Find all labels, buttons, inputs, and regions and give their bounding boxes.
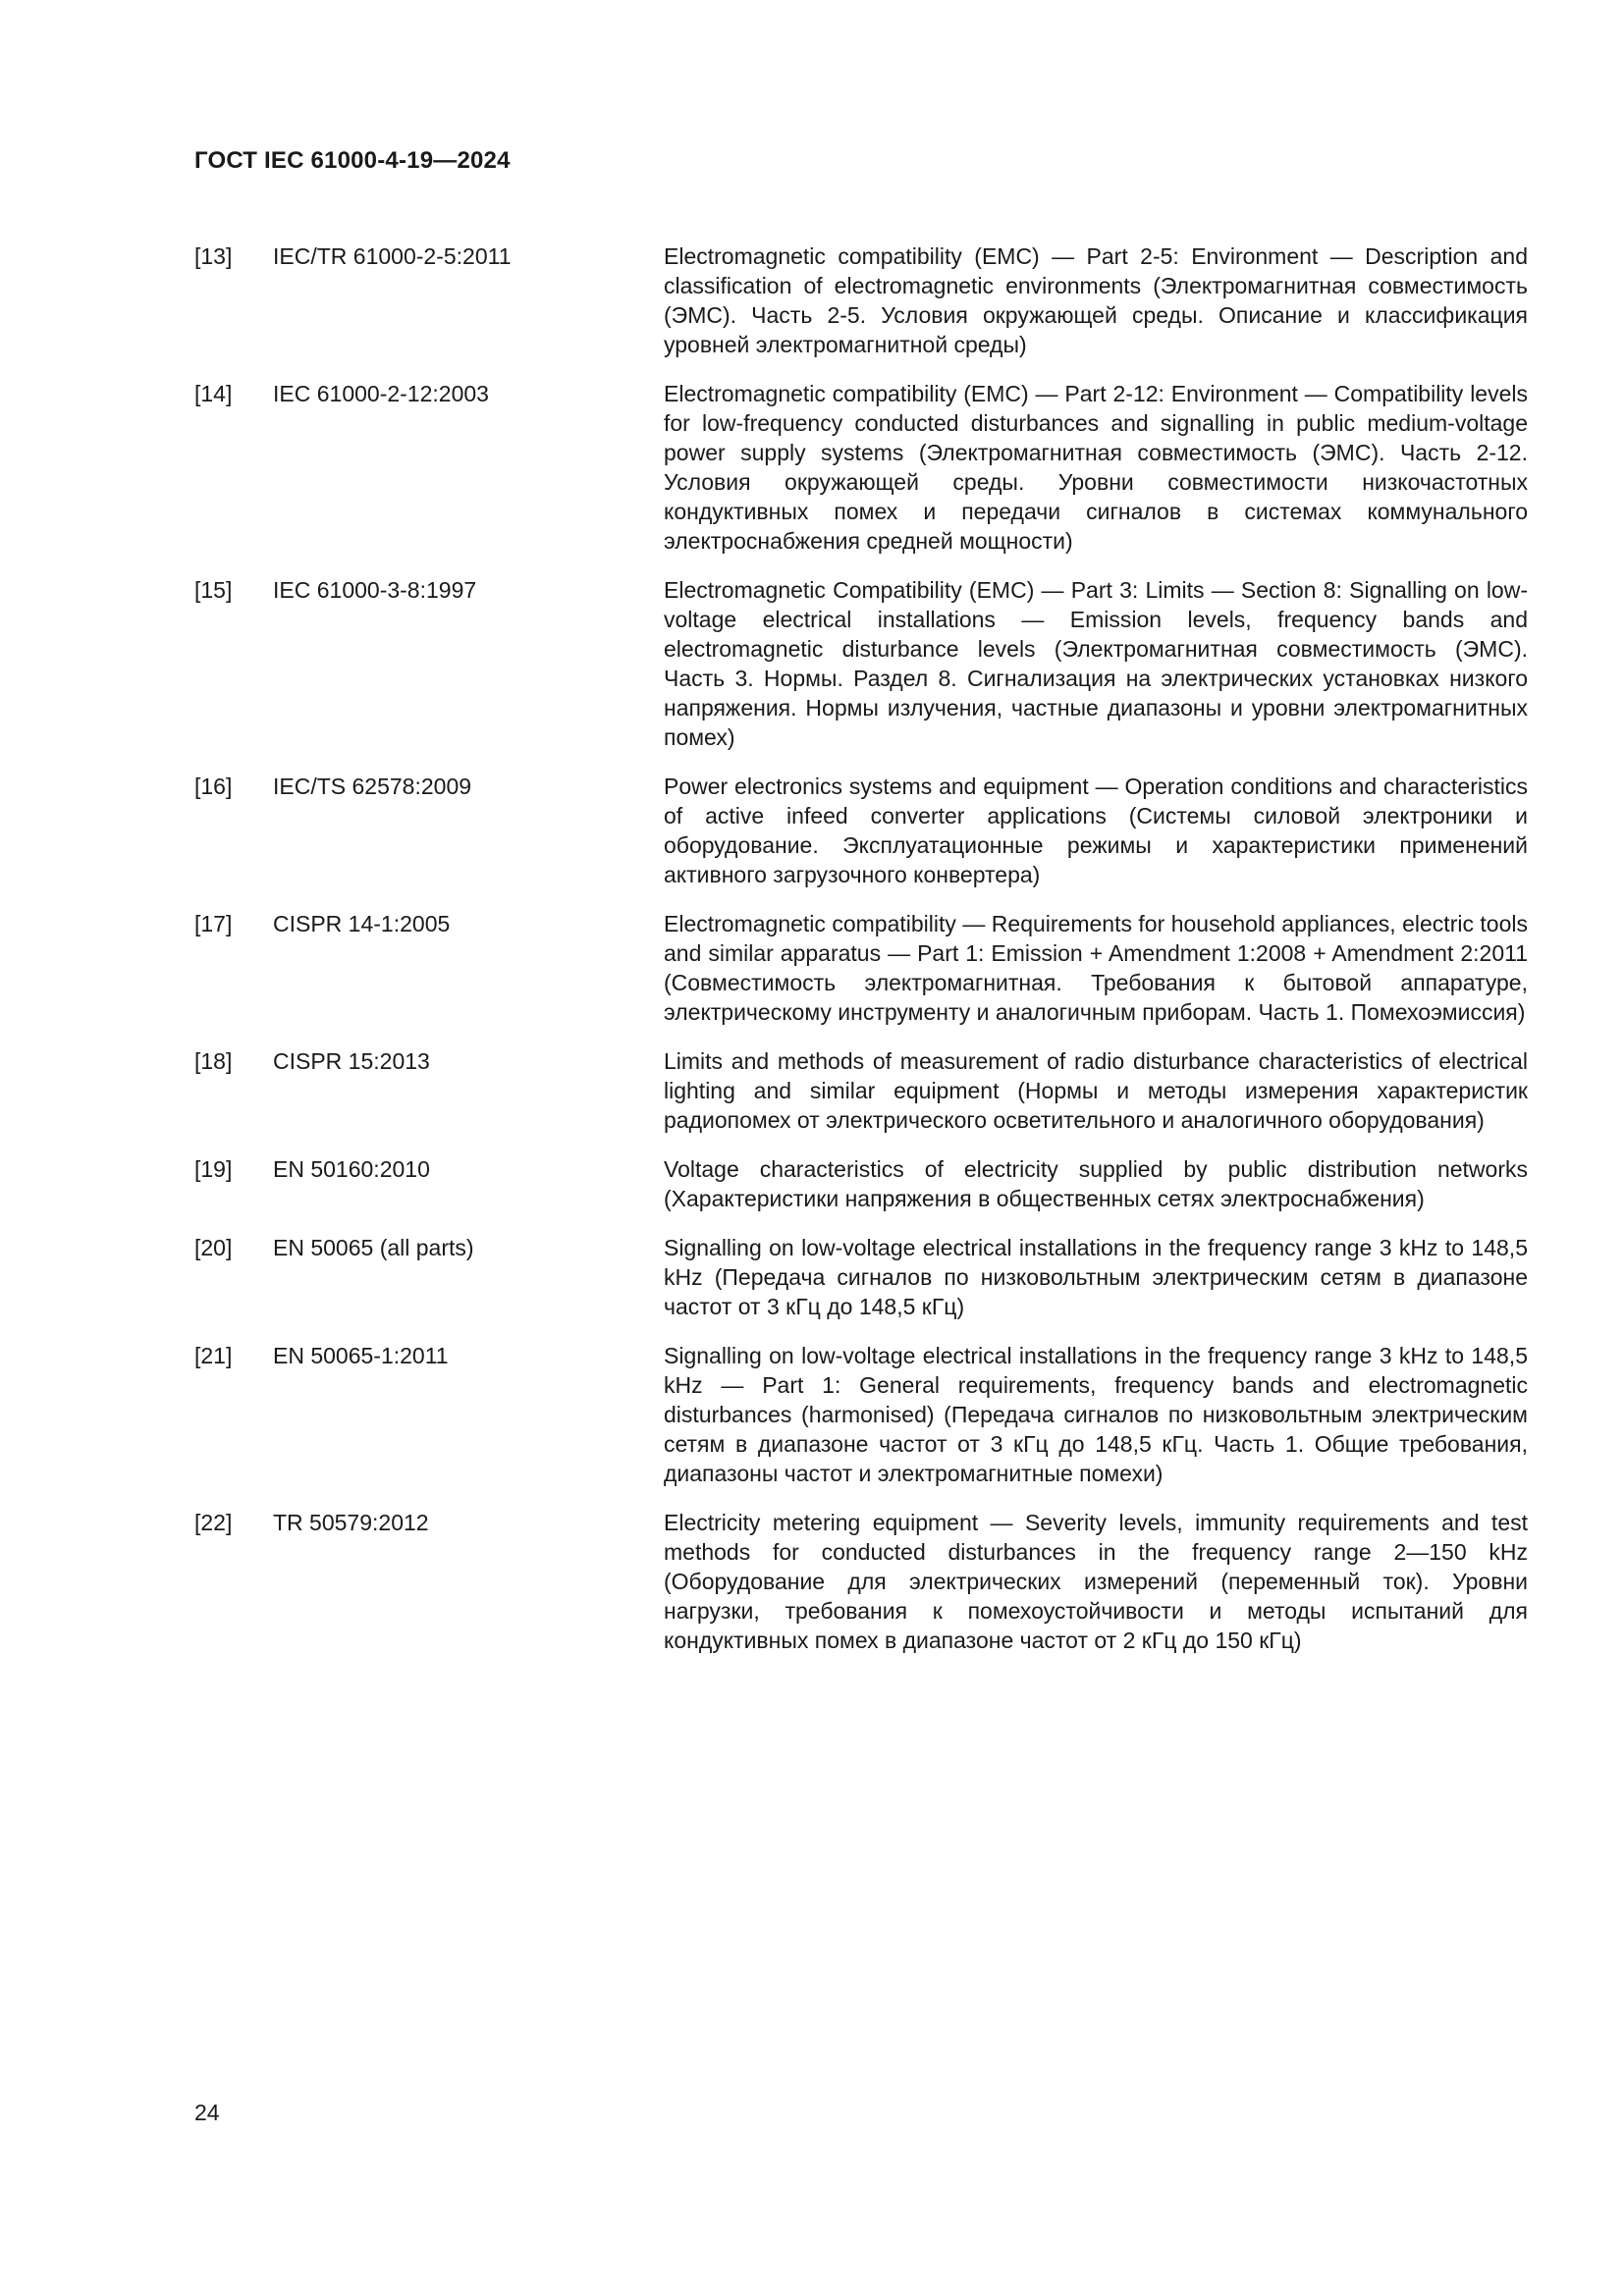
reference-code: IEC/TR 61000-2-5:2011: [273, 243, 512, 269]
reference-number: [19]: [194, 1156, 233, 1182]
bibliography-entry: [194, 1233, 1530, 1321]
reference-number: [17]: [194, 911, 233, 936]
bibliography-entry: [194, 1341, 1530, 1488]
bibliography-entry: [194, 909, 1530, 1027]
reference-title: Voltage characteristics of electricity supplied by public distribution networks (Характеристики напряжения в общественных сетях электроснабжения): [664, 1156, 1528, 1211]
reference-code: IEC 61000-3-8:1997: [273, 577, 477, 603]
reference-number: [14]: [194, 381, 233, 406]
reference-number: [15]: [194, 577, 233, 603]
reference-code: EN 50160:2010: [273, 1156, 430, 1182]
reference-title: Electricity metering equipment — Severity levels, immunity requirements and test methods for conducted disturbances in the frequency range 2—150 kHz (Оборудование для электрических измерений (переменный ток). Уровни нагрузки, требования к помехоустойчивости и методы испытаний для кондуктивных помех в диапазоне частот от 2 кГц до 150 кГц): [664, 1510, 1528, 1653]
reference-code: EN 50065-1:2011: [273, 1343, 449, 1368]
reference-title: Electromagnetic compatibility — Requirements for household appliances, electric tools and similar apparatus — Part 1: Emission + Amendment 1:2008 + Amendment 2:2011 (Совместимость электромагнитная. Требования к бытовой аппаратуре, электрическому инструменту и аналогичным приборам. Часть 1. Помехоэмиссия): [664, 911, 1528, 1025]
reference-title: Limits and methods of measurement of radio disturbance characteristics of electrical lighting and similar equipment (Нормы и методы измерения характеристик радиопомех от электрического осветительного и аналогичного оборудования): [664, 1048, 1528, 1133]
reference-title: Signalling on low-voltage electrical installations in the frequency range 3 kHz to 148,5 kHz — Part 1: General requirements, frequency bands and electromagnetic disturbances (harmonised) (Передача сигналов по низковольтным электрическим сетям в диапазоне частот от 3 кГц до 148,5 кГц. Часть 1. Общие требования, диапазоны частот и электромагнитные помехи): [664, 1343, 1528, 1486]
bibliography-entry: [194, 379, 1530, 556]
reference-number: [22]: [194, 1510, 233, 1535]
reference-number: [21]: [194, 1343, 233, 1368]
reference-code: TR 50579:2012: [273, 1510, 429, 1535]
document-header-title: ГОСТ IEC 61000-4-19—2024: [194, 147, 511, 174]
reference-code: IEC 61000-2-12:2003: [273, 381, 489, 406]
reference-number: [13]: [194, 243, 233, 269]
reference-number: [16]: [194, 774, 233, 799]
reference-title: Signalling on low-voltage electrical installations in the frequency range 3 kHz to 148,5 kHz (Передача сигналов по низковольтным электрическим сетям в диапазоне частот от 3 кГц до 148,5 кГц): [664, 1235, 1528, 1319]
bibliography-entry: [194, 1508, 1530, 1655]
reference-title: Power electronics systems and equipment — Operation conditions and characteristics of active infeed converter applications (Системы силовой электроники и оборудование. Эксплуатационные режимы и характеристики применений активного загрузочного конвертера): [664, 774, 1528, 887]
reference-title: Electromagnetic compatibility (EMC) — Part 2-12: Environment — Compatibility levels for low-frequency conducted disturbances and signalling in public medium-voltage power supply systems (Электромагнитная совместимость (ЭМС). Часть 2-12. Условия окружающей среды. Уровни совместимости низкочастотных кондуктивных помех и передачи сигналов в системах коммунального электроснабжения средней мощности): [664, 381, 1528, 554]
reference-code: CISPR 15:2013: [273, 1048, 430, 1074]
reference-title: Electromagnetic Compatibility (EMC) — Part 3: Limits — Section 8: Signalling on low-voltage electrical installations — Emission levels, frequency bands and electromagnetic disturbance levels (Электромагнитная совместимость (ЭМС). Часть 3. Нормы. Раздел 8. Сигнализация на электрических установках низкого напряжения. Нормы излучения, частные диапазоны и уровни электромагнитных помех): [664, 577, 1528, 750]
bibliography-entry: [194, 1154, 1530, 1213]
reference-code: EN 50065 (all parts): [273, 1235, 474, 1260]
reference-code: IEC/TS 62578:2009: [273, 774, 472, 799]
reference-code: CISPR 14-1:2005: [273, 911, 451, 936]
reference-number: [20]: [194, 1235, 233, 1260]
bibliography-entry: [194, 575, 1530, 752]
page-number: 24: [194, 2100, 220, 2125]
bibliography-entry: [194, 241, 1530, 359]
bibliography-entry: [194, 772, 1530, 889]
bibliography-entry: [194, 1046, 1530, 1135]
reference-title: Electromagnetic compatibility (EMC) — Part 2-5: Environment — Description and classification of electromagnetic environments (Электромагнитная совместимость (ЭМС). Часть 2-5. Условия окружающей среды. Описание и классификация уровней электромагнитной среды): [664, 243, 1528, 357]
bibliography-list: [194, 241, 1530, 1675]
reference-number: [18]: [194, 1048, 233, 1074]
